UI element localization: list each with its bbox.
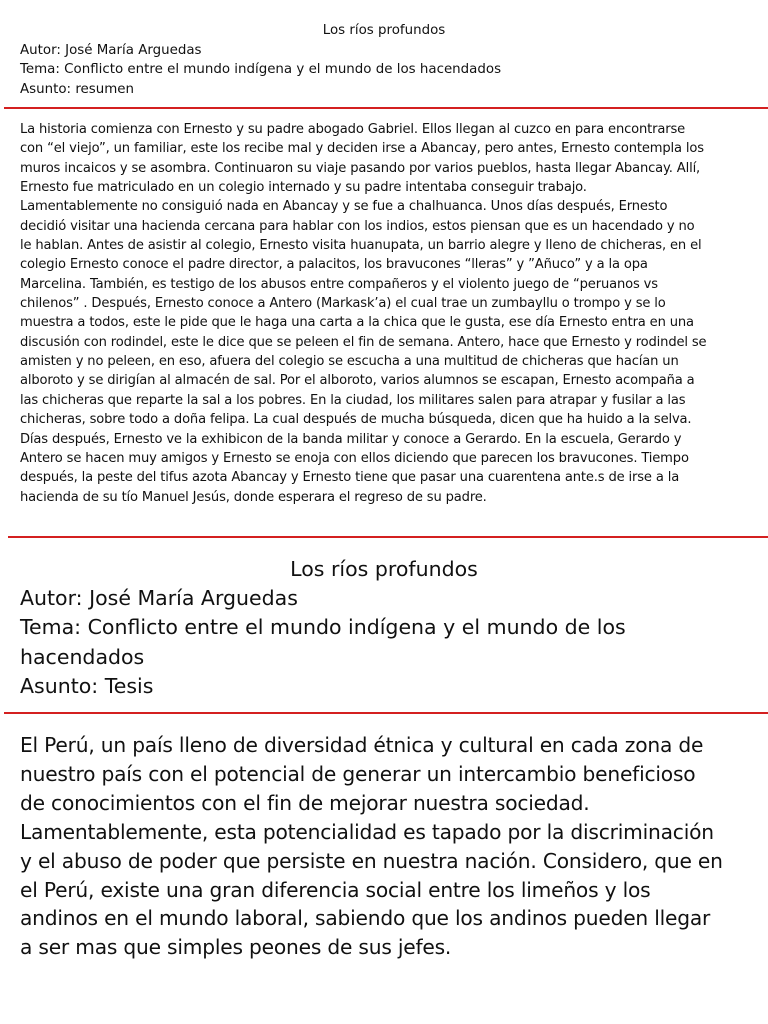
summary-body-line: amisten y no peleen, en eso, afuera del colegio se escucha a una multitud de chicheras que hacían un xyxy=(20,354,679,370)
summary-author: Autor: José María Arguedas xyxy=(20,42,202,58)
summary-body-line: Antero se hacen muy amigos y Ernesto se enoja con ellos diciendo que parecen los bravucones. Tiempo xyxy=(20,450,689,466)
summary-title: Los ríos profundos xyxy=(322,23,446,38)
summary-body-line: chicheras, sobre todo a doña felipa. La cual después de mucha búsqueda, dicen que ha huido a la selva. xyxy=(20,412,692,428)
summary-body-line: Días después, Ernesto ve la exhibicon de la banda militar y conoce a Gerardo. En la escuela, Gerardo y xyxy=(20,431,682,447)
summary-body-line: Marcelina. También, es testigo de los abusos entre compañeros y el violento juego de “peruanos vs xyxy=(20,276,658,292)
thesis-title: Los ríos profundos xyxy=(290,557,478,581)
thesis-body-line: Lamentablemente, esta potencialidad es tapado por la discriminación xyxy=(20,819,714,844)
summary-header-divider xyxy=(4,107,768,109)
summary-body-line: después, la peste del tifus azota Abancay y Ernesto tiene que pasar una cuarentena ante.s de irse a la xyxy=(20,470,680,486)
summary-body-line: chilenos” . Después, Ernesto conoce a Antero (Markask’a) el cual trae un zumbayllu o trompo y se lo xyxy=(20,296,666,312)
thesis-body xyxy=(20,731,748,962)
summary-body-line: Ernesto fue matriculado en un colegio internado y su padre intentaba conseguir trabajo. xyxy=(20,180,587,196)
thesis-body-line: el Perú, existe una gran diferencia social entre los limeños y los xyxy=(20,877,651,902)
thesis-body-line: de conocimientos con el fin de mejorar nuestra sociedad. xyxy=(20,790,590,815)
page-divider xyxy=(8,536,768,538)
summary-subject: Asunto: resumen xyxy=(20,81,135,97)
thesis-header xyxy=(0,555,768,701)
thesis-theme: Tema: Conflicto entre el mundo indígena y el mundo de los xyxy=(20,615,626,640)
summary-body-line: muestra a todos, este le pide que le haga una carta a la chica que le gusta, ese día Ernesto entra en una xyxy=(20,315,694,331)
thesis-body-line: nuestro país con el potencial de generar un intercambio beneficioso xyxy=(20,761,696,786)
thesis-body-line: a ser mas que simples peones de sus jefes. xyxy=(20,935,452,960)
summary-body-line: colegio Ernesto conoce el padre director, a palacitos, los bravucones “lleras” y ”Añuco” y a la opa xyxy=(20,257,648,273)
summary-body-line: discusión con rodindel, este le dice que se peleen el fin de semana. Antero, hace que Ernesto y rodindel se xyxy=(20,334,707,350)
thesis-subject: Asunto: Tesis xyxy=(20,673,154,698)
thesis-header-divider xyxy=(4,712,768,714)
summary-body-line: decidió visitar una hacienda cercana para hablar con los indios, estos piensan que es un hacendado y no xyxy=(20,218,695,234)
thesis-author: Autor: José María Arguedas xyxy=(20,586,298,611)
summary-header xyxy=(0,21,768,99)
summary-body-line: alboroto y se dirigían al almacén de sal. Por el alboroto, varios alumnos se escapan, Ernesto acompaña a xyxy=(20,373,695,389)
summary-body xyxy=(20,120,756,507)
thesis-body-line: y el abuso de poder que persiste en nuestra nación. Considero, que en xyxy=(20,848,723,873)
summary-body-line: las chicheras que reparte la sal a los pobres. En la ciudad, los militares salen para atrapar y fusilar a las xyxy=(20,392,686,408)
summary-body-line: La historia comienza con Ernesto y su padre abogado Gabriel. Ellos llegan al cuzco en para encontrarse xyxy=(20,122,686,137)
thesis-theme-continued: hacendados xyxy=(20,644,145,669)
thesis-body-line: andinos en el mundo laboral, sabiendo que los andinos pueden llegar xyxy=(20,906,711,931)
summary-body-line: le hablan. Antes de asistir al colegio, Ernesto visita huanupata, un barrio alegre y lleno de chicheras, en el xyxy=(20,238,702,254)
thesis-body-line: El Perú, un país lleno de diversidad étnica y cultural en cada zona de xyxy=(20,733,704,757)
summary-theme: Tema: Conflicto entre el mundo indígena y el mundo de los hacendados xyxy=(20,62,502,78)
summary-body-line: hacienda de su tío Manuel Jesús, donde esperara el regreso de su padre. xyxy=(20,489,487,505)
summary-body-line: con “el viejo”, un familiar, este los recibe mal y deciden irse a Abancay, pero antes, Ernesto contempla los xyxy=(20,141,704,157)
summary-body-line: Lamentablemente no consiguió nada en Abancay y se fue a chalhuanca. Unos días después, Ernesto xyxy=(20,199,668,215)
summary-body-line: muros incaicos y se asombra. Continuaron su viaje pasando por varios pueblos, hasta llegar Abancay. Allí, xyxy=(20,160,701,176)
